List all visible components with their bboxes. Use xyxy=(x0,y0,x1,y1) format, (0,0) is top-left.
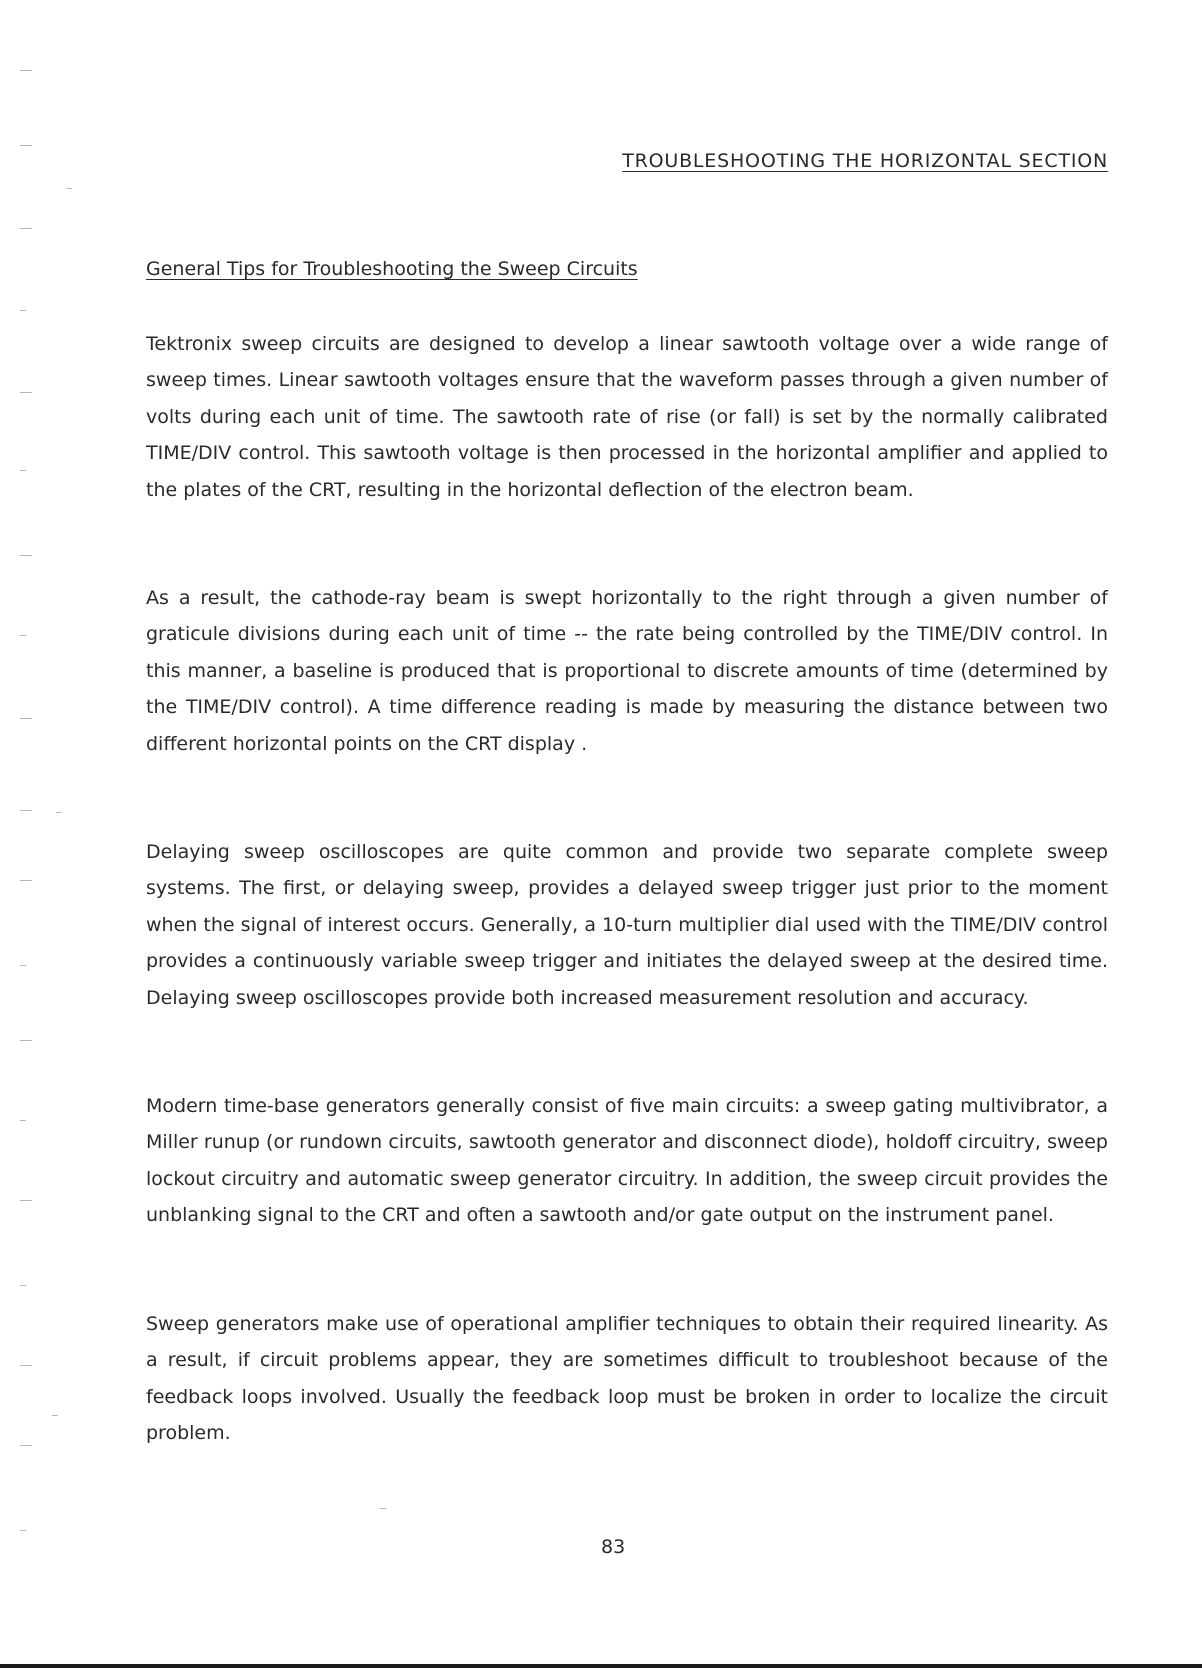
paragraph-delaying-sweep: Delaying sweep oscilloscopes are quite common and provide two separate complete sweep systems. The first, or delaying sweep, provides a delayed sweep trigger just prior to the moment when the signal of interest occurs. Generally, a 10-turn multiplier dial used with the TIME/DIV control provides a continuously variable sweep trigger and initiates the delayed sweep at the desired time. Delaying sweep oscilloscopes provide both increased measurement resolution and accuracy. xyxy=(146,841,1108,1009)
scan-margin-mark xyxy=(20,1200,32,1201)
paragraph-sweep-generators: Sweep generators make use of operational amplifier techniques to obtain their required linearity. As a result, if circuit problems appear, they are sometimes difficult to troubleshoot because of the feedback loops involved. Usually the feedback loop must be broken in order to localize the circuit problem. xyxy=(146,1313,1108,1445)
scan-margin-mark xyxy=(20,1445,32,1446)
scan-margin-mark xyxy=(20,965,26,966)
scan-margin-mark xyxy=(20,555,32,556)
scan-margin-mark xyxy=(20,880,32,881)
scan-margin-mark xyxy=(380,1508,386,1509)
scan-margin-mark xyxy=(20,392,32,393)
scan-margin-mark xyxy=(66,188,72,189)
scan-margin-mark xyxy=(56,812,62,813)
page-number: 83 xyxy=(601,1536,626,1558)
scan-margin-mark xyxy=(20,1040,32,1041)
running-head: TROUBLESHOOTING THE HORIZONTAL SECTION xyxy=(622,150,1108,172)
section-heading: General Tips for Troubleshooting the Sweep Circuits xyxy=(146,258,638,280)
scan-margin-mark xyxy=(20,145,32,146)
paragraph-cathode-ray-beam: As a result, the cathode-ray beam is swept horizontally to the right through a given number of graticule divisions during each unit of time -- the rate being controlled by the TIME/DIV control. In this manner, a baseline is produced that is proportional to discrete amounts of time (determined by the TIME/DIV control). A time difference reading is made by measuring the distance between two different horizontal points on the CRT display . xyxy=(146,587,1108,755)
scan-margin-mark xyxy=(20,1120,26,1121)
scan-bottom-edge xyxy=(0,1664,1202,1668)
scan-margin-mark xyxy=(20,1365,32,1366)
scan-margin-mark xyxy=(20,310,26,311)
scan-margin-mark xyxy=(20,70,32,71)
scan-margin-mark xyxy=(52,1415,58,1416)
scan-margin-mark xyxy=(20,718,32,719)
scan-margin-mark xyxy=(20,470,26,471)
scan-margin-mark xyxy=(20,635,26,636)
scan-margin-mark xyxy=(20,228,32,229)
scan-margin-mark xyxy=(20,1285,26,1286)
paragraph-time-base-generators: Modern time-base generators generally consist of five main circuits: a sweep gating multivibrator, a Miller runup (or rundown circuits, sawtooth generator and disconnect diode), holdoff circuitry, sweep lockout circuitry and automatic sweep generator circuitry. In addition, the sweep circuit provides the unblanking signal to the CRT and often a sawtooth and/or gate output on the instrument panel. xyxy=(146,1095,1108,1227)
scan-margin-mark xyxy=(20,810,32,811)
paragraph-sweep-circuits-overview: Tektronix sweep circuits are designed to develop a linear sawtooth voltage over a wide range of sweep times. Linear sawtooth voltages ensure that the waveform passes through a given number of volts during each unit of time. The sawtooth rate of rise (or fall) is set by the normally calibrated TIME/DIV control. This sawtooth voltage is then processed in the horizontal amplifier and applied to the plates of the CRT, resulting in the horizontal deflection of the electron beam. xyxy=(146,333,1108,501)
scan-margin-mark xyxy=(20,1530,26,1531)
